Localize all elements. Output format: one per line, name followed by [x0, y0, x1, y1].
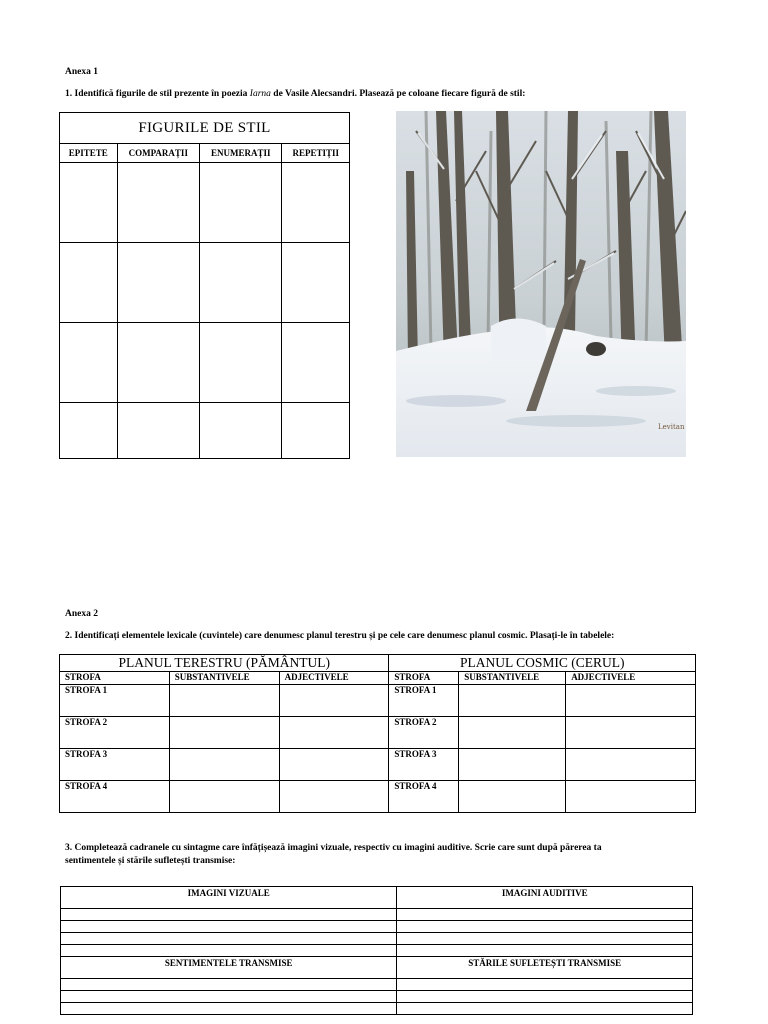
cell[interactable]: [459, 717, 566, 749]
cell[interactable]: [169, 749, 279, 781]
cell[interactable]: [397, 933, 693, 945]
table-row: [61, 1003, 693, 1015]
terrestrial-title: PLANUL TERESTRU (PĂMÂNTUL): [60, 655, 389, 672]
auditory-images-header: IMAGINI AUDITIVE: [397, 887, 693, 909]
annex2-label: Anexa 2: [65, 609, 98, 619]
cell[interactable]: [117, 163, 199, 243]
cell[interactable]: [279, 685, 389, 717]
row-label: STROFA 2: [60, 717, 170, 749]
table-row: [60, 685, 696, 717]
col-comparatii: COMPARAȚII: [117, 144, 199, 163]
cell[interactable]: [282, 323, 350, 403]
cell[interactable]: [60, 163, 118, 243]
table-row: [61, 921, 693, 933]
cell[interactable]: [61, 991, 397, 1003]
row-label: STROFA 4: [389, 781, 459, 813]
annex1-label: Anexa 1: [65, 67, 98, 77]
cell[interactable]: [61, 1003, 397, 1015]
cell[interactable]: [60, 403, 118, 459]
cell[interactable]: [566, 781, 696, 813]
cell[interactable]: [117, 323, 199, 403]
cosmic-title: PLANUL COSMIC (CERUL): [389, 655, 696, 672]
cell[interactable]: [397, 945, 693, 957]
cell[interactable]: [282, 243, 350, 323]
cell[interactable]: [60, 243, 118, 323]
cell[interactable]: [279, 749, 389, 781]
table-row: [60, 781, 696, 813]
cell[interactable]: [397, 991, 693, 1003]
table-row: [60, 717, 696, 749]
row-label: STROFA 1: [389, 685, 459, 717]
cell[interactable]: [397, 979, 693, 991]
cell[interactable]: [117, 403, 199, 459]
table-row: [61, 991, 693, 1003]
winter-forest-painting: [396, 111, 686, 457]
cell[interactable]: [61, 979, 397, 991]
cell[interactable]: [282, 403, 350, 459]
cell[interactable]: [200, 403, 282, 459]
row-label: STROFA 3: [389, 749, 459, 781]
col-strofa: STROFA: [60, 672, 170, 685]
row-label: STROFA 1: [60, 685, 170, 717]
cell[interactable]: [169, 717, 279, 749]
cell[interactable]: [279, 717, 389, 749]
col-strofa-cosmic: STROFA: [389, 672, 459, 685]
cell[interactable]: [200, 323, 282, 403]
table-row: [60, 163, 350, 243]
table-row: [61, 945, 693, 957]
painting-signature: Levitan: [658, 423, 685, 431]
cell[interactable]: [566, 749, 696, 781]
col-adjectivele: ADJECTIVELE: [279, 672, 389, 685]
task-prefix: 1. Identifică figurile de stil prezente în poezia: [65, 89, 250, 99]
annex2-task3-line1: 3. Completează cadranele cu sintagme care înfățișează imagini vizuale, respectiv cu imagini auditive. Scrie care sunt după părerea ta: [65, 843, 602, 853]
table-row: [61, 979, 693, 991]
cell[interactable]: [117, 243, 199, 323]
cell[interactable]: [61, 945, 397, 957]
states-header: STĂRILE SUFLETEȘTI TRANSMISE: [397, 957, 693, 979]
images-table: [60, 886, 693, 1015]
cell[interactable]: [459, 781, 566, 813]
col-substantivele-cosmic: SUBSTANTIVELE: [459, 672, 566, 685]
row-label: STROFA 4: [60, 781, 170, 813]
cell[interactable]: [60, 323, 118, 403]
annex2-task2: 2. Identificați elementele lexicale (cuvintele) care denumesc planul terestru și pe cele care denumesc planul cosmic. Plasați-le în tabelele:: [65, 631, 615, 641]
poem-title: Iarna: [249, 89, 271, 99]
annex2-task3-line2: sentimentele și stările sufletești transmise:: [65, 856, 236, 866]
feelings-header: SENTIMENTELE TRANSMISE: [61, 957, 397, 979]
visual-images-header: IMAGINI VIZUALE: [61, 887, 397, 909]
cell[interactable]: [459, 749, 566, 781]
cell[interactable]: [279, 781, 389, 813]
planes-table: [59, 654, 696, 813]
cell[interactable]: [200, 243, 282, 323]
table-row: [60, 243, 350, 323]
annex1-task: [65, 89, 525, 99]
table-row: [60, 403, 350, 459]
table-row: [60, 323, 350, 403]
col-repetitii: REPETIȚII: [282, 144, 350, 163]
row-label: STROFA 3: [60, 749, 170, 781]
cell[interactable]: [566, 685, 696, 717]
cell[interactable]: [397, 1003, 693, 1015]
table-row: [61, 933, 693, 945]
cell[interactable]: [61, 933, 397, 945]
cell[interactable]: [200, 163, 282, 243]
figures-table-title: FIGURILE DE STIL: [60, 113, 350, 144]
cell[interactable]: [169, 781, 279, 813]
cell[interactable]: [459, 685, 566, 717]
col-enumeratii: ENUMERAȚII: [200, 144, 282, 163]
cell[interactable]: [397, 921, 693, 933]
cell[interactable]: [566, 717, 696, 749]
figures-table: [59, 112, 350, 459]
winter-forest-illustration: [396, 111, 686, 457]
cell[interactable]: [282, 163, 350, 243]
cell[interactable]: [61, 921, 397, 933]
task-suffix: de Vasile Alecsandri. Plasează pe coloane fiecare figură de stil:: [270, 89, 526, 99]
col-substantivele: SUBSTANTIVELE: [169, 672, 279, 685]
col-epitete: EPITETE: [60, 144, 118, 163]
cell[interactable]: [397, 909, 693, 921]
cell[interactable]: [61, 909, 397, 921]
row-label: STROFA 2: [389, 717, 459, 749]
cell[interactable]: [169, 685, 279, 717]
col-adjectivele-cosmic: ADJECTIVELE: [566, 672, 696, 685]
table-row: [60, 749, 696, 781]
table-row: [61, 909, 693, 921]
